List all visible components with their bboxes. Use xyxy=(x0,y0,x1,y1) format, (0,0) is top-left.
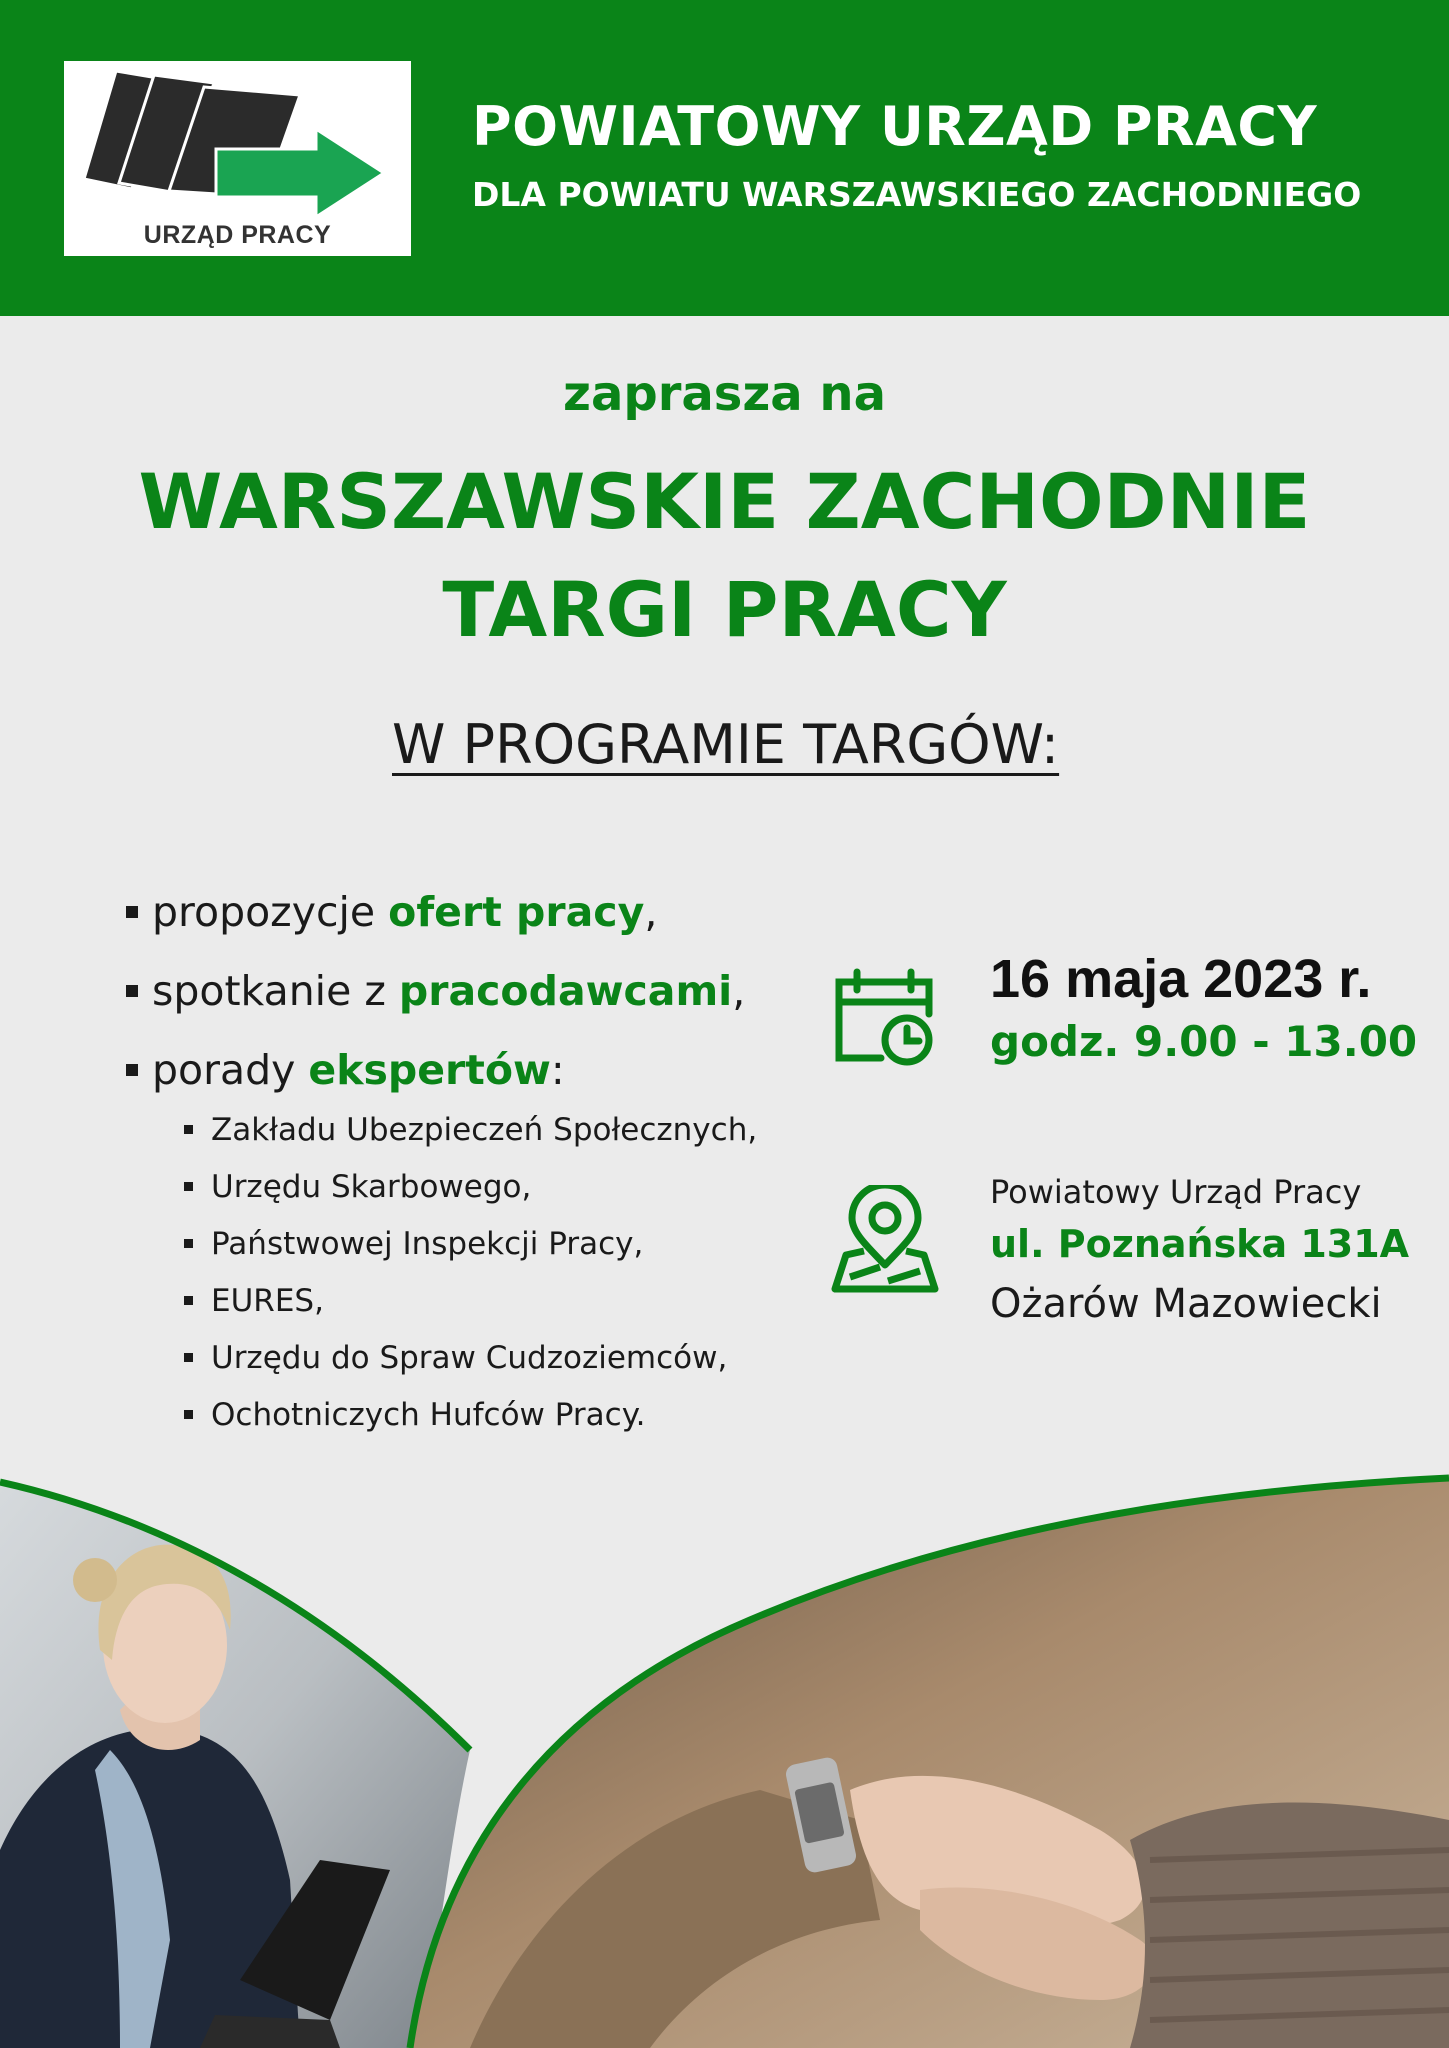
list-item: Państwowej Inspekcji Pracy, xyxy=(184,1215,757,1272)
bullet-icon xyxy=(126,985,138,997)
photo-collage xyxy=(0,1460,1449,2048)
bullet-icon xyxy=(184,1182,193,1191)
list-item: Ochotniczych Hufców Pracy. xyxy=(184,1386,757,1443)
event-date: 16 maja 2023 r. xyxy=(990,949,1372,1009)
bullet-icon xyxy=(184,1296,193,1305)
list-item: EURES, xyxy=(184,1272,757,1329)
program-list xyxy=(126,872,745,1109)
event-title-line-2: TARGI PRACY xyxy=(442,565,1007,654)
list-item: Urzędu Skarbowego, xyxy=(184,1158,757,1215)
list-item: spotkanie z pracodawcami , xyxy=(126,951,745,1030)
program-heading: W PROGRAMIE TARGÓW: xyxy=(392,713,1060,776)
header-banner xyxy=(0,0,1449,316)
bullet-icon xyxy=(184,1239,193,1248)
invite-text: zaprasza na xyxy=(563,366,886,422)
experts-list xyxy=(184,1101,757,1443)
logo-text: URZĄD PRACY xyxy=(143,221,332,249)
calendar-clock-icon xyxy=(833,968,937,1073)
bullet-icon xyxy=(126,1064,138,1076)
org-title: POWIATOWY URZĄD PRACY xyxy=(472,95,1318,158)
venue-city: Ożarów Mazowiecki xyxy=(990,1281,1382,1327)
venue-street: ul. Poznańska 131A xyxy=(990,1222,1410,1266)
org-subtitle: DLA POWIATU WARSZAWSKIEGO ZACHODNIEGO xyxy=(472,175,1362,214)
list-item: porady ekspertów : xyxy=(126,1030,745,1109)
logo xyxy=(64,61,411,256)
bullet-icon xyxy=(184,1410,193,1419)
photo-woman-at-desk xyxy=(0,1482,470,2048)
list-item: Zakładu Ubezpieczeń Społecznych, xyxy=(184,1101,757,1158)
list-item: propozycje ofert pracy , xyxy=(126,872,745,951)
venue-name: Powiatowy Urząd Pracy xyxy=(990,1173,1362,1211)
bullet-icon xyxy=(184,1353,193,1362)
event-title-line-1: WARSZAWSKIE ZACHODNIE xyxy=(138,457,1311,546)
list-item: Urzędu do Spraw Cudzoziemców, xyxy=(184,1329,757,1386)
event-hours: godz. 9.00 - 13.00 xyxy=(990,1017,1418,1066)
event-title xyxy=(0,448,1449,664)
map-pin-icon xyxy=(830,1185,940,1300)
photo-handshake xyxy=(410,1478,1449,2048)
bullet-icon xyxy=(126,906,138,918)
bullet-icon xyxy=(184,1125,193,1134)
